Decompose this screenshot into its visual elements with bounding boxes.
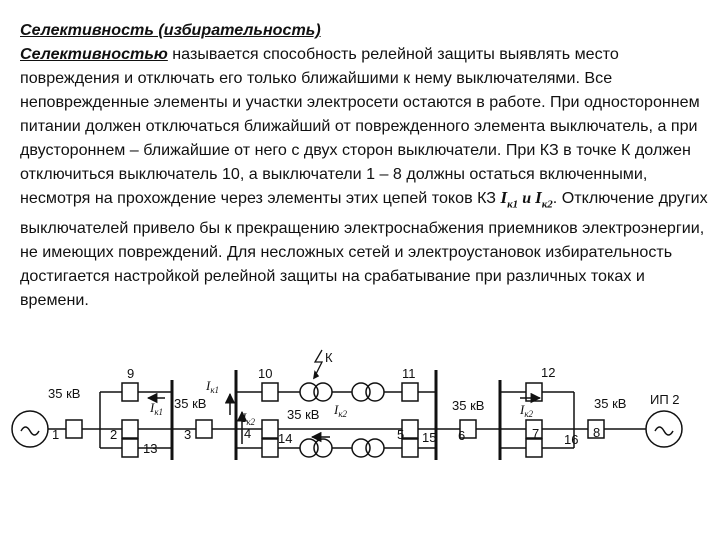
voltage-bus-left: 35 кВ xyxy=(174,396,207,411)
breaker-11-label: 11 xyxy=(402,366,416,381)
breaker-8-label: 8 xyxy=(593,425,601,440)
transformer-3b xyxy=(314,439,332,457)
breaker-6-label: 6 xyxy=(458,428,466,443)
current-ik1-left-label: $I_{к1}$ xyxy=(150,400,164,417)
breaker-9-label: 9 xyxy=(127,366,135,381)
defined-term: Селективностью xyxy=(20,45,168,63)
transformer-3a xyxy=(300,439,318,457)
breaker-10 xyxy=(262,383,278,401)
current-ik1-top-label: $I_{к1}$ xyxy=(206,378,220,395)
breaker-2 xyxy=(122,420,138,438)
breaker-16-label: 16 xyxy=(564,432,579,447)
breaker-1-label: 1 xyxy=(52,427,60,442)
voltage-left: 35 кВ xyxy=(48,386,81,401)
paragraph-part-1: называется способность релейной защиты выявлять место повреждения и отключать его только ближайшими к нему выключателями. Все неповрежденные элементы и участки электросети остаются в работе. При одностороннем питании должен отключаться ближайший от поврежденного элемента выключатель, а при двустороннем – ближайшие от него с двух сторон выключатели. При КЗ в точке К должен отключиться выключатель 10, а выключатели 1 – 8 должны остаться включенными, несмотря на прохождение через элементы этих цепей токов КЗ xyxy=(20,45,700,207)
current-ik2-right-label: $I_{к2}$ xyxy=(520,402,534,419)
breaker-1 xyxy=(66,420,82,438)
breaker-15 xyxy=(402,439,418,457)
breaker-15-label: 15 xyxy=(422,430,437,445)
breaker-11 xyxy=(402,383,418,401)
voltage-bus-right: 35 кВ xyxy=(452,398,485,413)
breaker-13-label: 13 xyxy=(143,441,158,456)
breaker-16 xyxy=(526,439,542,457)
breaker-5-label: 5 xyxy=(397,427,405,442)
transformer-2a xyxy=(352,383,370,401)
transformer-4a xyxy=(352,439,370,457)
transformer-4b xyxy=(366,439,384,457)
breaker-10-label: 10 xyxy=(258,366,273,381)
breaker-14-label: 14 xyxy=(278,431,293,446)
voltage-right: 35 кВ xyxy=(594,396,627,411)
transformer-2b xyxy=(366,383,384,401)
breaker-2-label: 2 xyxy=(110,427,118,442)
breaker-12-label: 12 xyxy=(541,365,556,380)
breaker-13 xyxy=(122,439,138,457)
current-ik2-bus-label: $I_{к2}$ xyxy=(242,410,256,427)
breaker-7-label: 7 xyxy=(532,426,540,441)
current-ik2-mid-label: $I_{к2}$ xyxy=(334,402,348,419)
fault-label: К xyxy=(325,350,333,365)
paragraph-part-2: . Отключение других выключателей привело бы к прекращению электроснабжения приемников электроэнергии, не имеющих повреждений. Для несложных сетей и электроустановок избирательность достигается настройкой релейной защиты на срабатывание при различных токах и времени. xyxy=(20,189,708,310)
generator-left-icon xyxy=(12,411,48,447)
voltage-mid: 35 кВ xyxy=(287,407,320,422)
current-ik2-symbol: $I_{к2}$ xyxy=(535,188,553,211)
breaker-14 xyxy=(262,439,278,457)
transformer-1a xyxy=(300,383,318,401)
breaker-3 xyxy=(196,420,212,438)
network-schematic xyxy=(0,340,720,540)
breaker-4-label: 4 xyxy=(244,426,252,441)
breaker-4 xyxy=(262,420,278,438)
breaker-3-label: 3 xyxy=(184,427,192,442)
current-ik1-symbol: $I_{к1}$ xyxy=(500,188,519,211)
breaker-9 xyxy=(122,383,138,401)
transformer-1b xyxy=(314,383,332,401)
section-heading: Селективность (избирательность) xyxy=(20,21,321,39)
description-text xyxy=(20,18,712,312)
conjunction: и xyxy=(518,190,536,207)
source-right-label: ИП 2 xyxy=(650,392,680,407)
generator-right-icon xyxy=(646,411,682,447)
breaker-5 xyxy=(402,420,418,438)
